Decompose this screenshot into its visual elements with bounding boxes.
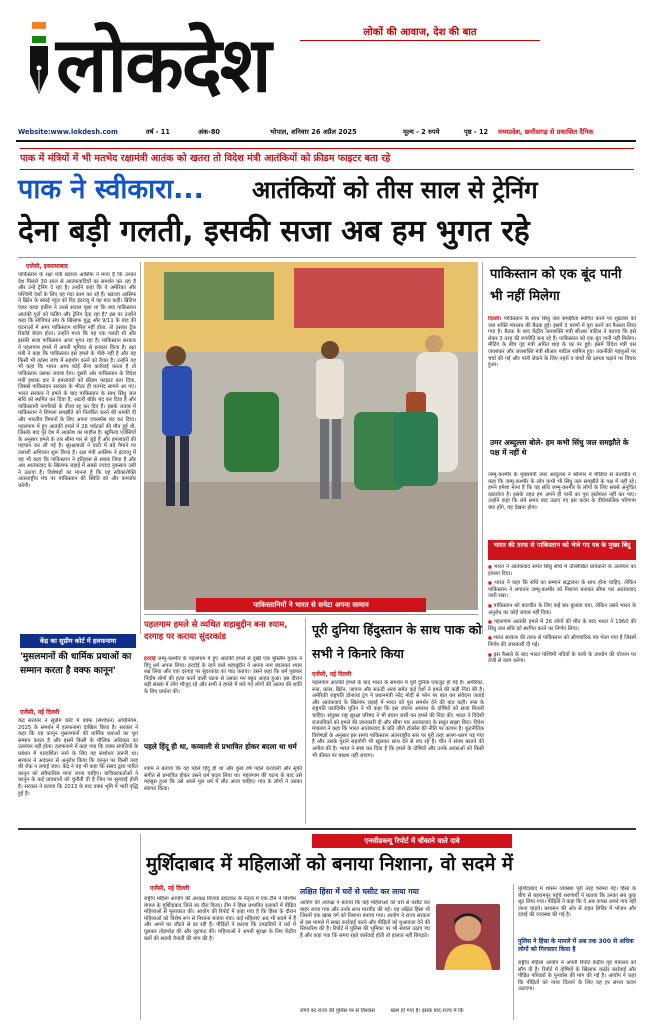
caption-a: लोगों का राज्य की पुलिस पर से विश्वास	[300, 1008, 375, 1014]
water-bullet: ■ इस फैसले के बाद भारत पश्चिमी नदियों के पानी के उपयोग की योजना पर तेजी से काम करेगा।	[488, 652, 636, 665]
caption-b: खत्म हो गया है। इसके बाद राज्य में कि	[390, 1008, 464, 1014]
mid-rule	[144, 614, 478, 615]
pages-label: पृष्ठ - 12	[464, 128, 489, 136]
water-bullet: ■ भारत ने कहा कि संधि का सम्मान सद्भावना के साथ होना चाहिए, लेकिन पाकिस्तान ने लगातार जम्मू-कश्मीर को निशाना बनाकर सीमा पार आतंकवाद जारी रखा।	[488, 580, 636, 600]
masthead-tagline: लोकों की आवाज, देश की बात	[363, 27, 477, 38]
murshidabad-sub-body: आयोग की अध्यक्ष ने बताया कि कई महिलाओं को घरों से घसीट कर बाहर लाया गया और उनके साथ मारपीट की गई। यह लक्षित हिंसा थी जिसमें एक खास वर्ग को निशाना बनाया गया। आयोग ने राज्य सरकार से इस मामले में सख्त कार्रवाई करने और पीड़ितों को मुआवजा देने की सिफारिश की है। रिपोर्ट में पुलिस की भूमिका पर भी सवाल उठाए गए हैं और कहा गया कि समय रहते कार्रवाई होती तो हालात नहीं बिगड़ते।	[300, 900, 430, 939]
isolation-byline: एजेंसी, नई दिल्ली	[312, 671, 352, 678]
isolation-body: पहलगाम आतंकी हमले के बाद भारत के समर्थन में पूरी दुनिया एकजुट हो गई है। अमेरिका, रूस, फ्रांस, ब्रिटेन, जापान और सऊदी अरब समेत कई देशों ने हमले की कड़ी निंदा की है। अमेरिकी राष्ट्रपति डोनाल्ड ट्रंप ने प्रधानमंत्री नरेंद्र मोदी से फोन पर बात कर संवेदना जताई और आतंकवाद के खिलाफ लड़ाई में भारत को पूरा समर्थन देने की बात कही। रूस के राष्ट्रपति व्लादिमीर पुतिन ने भी कहा कि इस जघन्य अपराध के दोषियों को सजा मिलनी चाहिए। संयुक्त राष्ट्र सुरक्षा परिषद ने भी बयान जारी कर हमले की निंदा की। भारत ने विदेशी राजनयिकों को हमले की जानकारी दी और सीमा पार आतंकवाद के सबूत साझा किए। विदेश मंत्रालय ने कहा कि भारत आतंकवाद के प्रति जीरो टॉलरेंस की नीति पर कायम है। कूटनीतिक विशेषज्ञों के अनुसार इस समय पाकिस्तान अंतरराष्ट्रीय स्तर पर पूरी तरह अलग-थलग पड़ गया है और उसके पुराने सहयोगी भी खुलकर साथ देने से बच रहे हैं। चीन ने संयम बरतने की अपील की है। भारत ने स्पष्ट कर दिया है कि हमले के दोषियों और उनके आकाओं को किसी भी कीमत पर बख्शा नहीं जाएगा।	[312, 680, 484, 759]
murshidabad-body: राष्ट्रीय महिला आयोग की अध्यक्ष विजया रहाटकर के नेतृत्व में एक टीम ने पश्चिम बंगाल के मुर्शिदाबाद जिले का दौरा किया। टीम ने हिंसा प्रभावित इलाकों में पीड़ित महिलाओं से मुलाकात की। आयोग की रिपोर्ट में कहा गया है कि हिंसा के दौरान महिलाओं को विशेष रूप से निशाना बनाया गया। कई महिलाएं अब भी सदमे में हैं और अपने घर लौटने से डर रही हैं। पीड़ितों ने बताया कि उपद्रवियों ने घरों में घुसकर तोड़फोड़ की और लूटपाट की। महिलाओं ने अपनी सुरक्षा के लिए केंद्रीय बलों की स्थायी तैनाती की मांग की है।	[144, 896, 296, 942]
lead-rule	[18, 257, 636, 258]
water-sub-body: जम्मू-कश्मीर के मुख्यमंत्री उमर अब्दुल्ला ने श्रीनगर में मीडिया से बातचीत में कहा कि जम्मू-कश्मीर के लोग कभी भी सिंधु जल समझौते के पक्ष में नहीं रहे। हमने हमेशा माना है कि यह संधि जम्मू-कश्मीर के लोगों के लिए सबसे अनुचित दस्तावेज है। इसके तहत हम अपने ही पानी का पूरा इस्तेमाल नहीं कर पाए। उन्होंने कहा कि लंबे समय बाद उठाए गए इस कदम के दीर्घकालिक परिणाम क्या होंगे, यह देखना होगा।	[488, 472, 636, 511]
water-bullet: ■ भारत सरकार की तरफ से पाकिस्तान को औपचारिक पत्र भेजा गया है जिसमें निर्णय की जानकारी दी गई।	[488, 635, 636, 648]
murshidabad-side-sub: पुलिस ने हिंसा के मामले में अब तक 300 से अधिक लोगों को गिरफ्तार किया है	[518, 938, 634, 953]
pahalgam-sub-headline: पहले हिंदू ही था, कव्वाली से प्रभावित होकर बदला था धर्म	[144, 742, 297, 751]
pahalgam-headline: पहलगाम हमले से व्यथित शहाबुद्दीन बना श्याम, दरगाह पर कराया सुंदरकांड	[144, 619, 288, 641]
website-link[interactable]: Website:www.lokdesh.com	[18, 128, 118, 136]
lead-headline-a: पाक ने स्वीकारा...	[18, 174, 204, 205]
lead-photo	[144, 262, 478, 610]
water-bullets	[488, 564, 636, 764]
pahalgam-sub-body: श्याम ने बताया कि वह पहले हिंदू ही था और कुछ वर्ष पहले कव्वाली और सूफी संगीत से प्रभावित होकर उसने धर्म बदल लिया था। पहलगाम की घटना के बाद उसे महसूस हुआ कि उसे अपने मूल धर्म में लौट आना चाहिए। गांव के लोगों ने उसका स्वागत किया।	[144, 766, 302, 792]
water-box-title: भारत की तरफ से पाकिस्तान को भेजे गए पत्र के मुख्य बिंदु	[488, 540, 636, 560]
lead-body: पाकिस्तान के रक्षा मंत्री ख्वाजा आसिफ ने माना है कि उनका देश पिछले 30 साल से आतंकवादियों का समर्थन कर रहा है और उन्हें ट्रेनिंग दे रहा है। उन्होंने कहा कि ये अमेरिका और पश्चिमी देशों के लिए यह गंदा काम कर रहे हैं। ख्वाजा आसिफ ने ब्रिटेन के स्काई न्यूज़ को दिए इंटरव्यू में यह बात कही। ब्रिटिश एंकर यल्दा हकीम ने उनसे सवाल पूछा था कि क्या पाकिस्तान आतंकी गुटों को फंडिंग और ट्रेनिंग देता रहा है? इस पर उन्होंने कहा कि सोवियत संघ के खिलाफ युद्ध और 9/11 के बाद की घटनाओं में अगर पाकिस्तान शामिल नहीं होता, तो उसका ट्रैक रिकॉर्ड बेदाग होता। उन्होंने माना कि यह एक गलती थी और इसकी सजा पाकिस्तान आज भुगत रहा है। पाकिस्तान सरकार ने पहलगाम हमले में अपनी भूमिका से इनकार किया है। रक्षा मंत्री ने कहा कि पाकिस्तान इस हमले के पीछे नहीं है और वह किसी भी तटस्थ जांच में सहयोग करने को तैयार है। उन्होंने यह भी कहा कि भारत अगर कोई सैन्य कार्रवाई करता है तो पाकिस्तान उसका जवाब देगा। दूसरी ओर पाकिस्तान के विदेश मंत्री इशाक डार ने हमलावरों को फ्रीडम फाइटर बता दिया, जिससे पाकिस्तान सरकार के भीतर ही मतभेद सामने आ गए। भारत सरकार ने हमले के बाद पाकिस्तान के साथ सिंधु जल संधि को स्थगित कर दिया है, अटारी बॉर्डर बंद कर दिया है और पाकिस्तानी नागरिकों के वीजा रद्द कर दिए हैं। इसके जवाब में पाकिस्तान ने शिमला समझौते को निलंबित करने की धमकी दी और भारतीय विमानों के लिए अपना एयरस्पेस बंद कर दिया। पहलगाम में हुए आतंकी हमले में 26 पर्यटकों की मौत हुई थी, जिसके बाद पूरे देश में आक्रोश का माहौल है। खुफिया एजेंसियों के अनुसार हमले के तार सीमा पार से जुड़े हैं और हमलावरों की पहचान कर ली गई है। सुरक्षाबलों ने घाटी में बड़े पैमाने पर तलाशी अभियान शुरू किया है। रक्षा मंत्री आसिफ ने इंटरव्यू में यह भी कहा कि पाकिस्तान ने इतिहास से सबक लिया है और अब आतंकवाद के खिलाफ लड़ाई में सबसे ज्यादा नुकसान उसी ने उठाया है। विशेषज्ञों का मानना है कि यह स्वीकारोक्ति अंतरराष्ट्रीय मंच पर पाकिस्तान की स्थिति को और कमजोर करेगी।	[18, 272, 136, 489]
water-sub-headline: उमर अब्दुल्ला बोले- हम कभी सिंधु जल समझौते के पक्ष में नहीं थे	[490, 438, 629, 457]
murshidabad-side-body: मुर्शिदाबाद में शासन व्यवस्था पूरी तरह चरमरा गई। हिंसा के बीच से बहरामपुर पहुंचे शरणार्थी ने बताया कि उनका सब कुछ लूट लिया गया। पीड़ितों ने कहा कि वे अब वापस अपने गांव नहीं जाना चाहते। प्रशासन की ओर से राहत शिविर में भोजन और दवाई की व्यवस्था की गई है।	[518, 886, 636, 919]
lead-photo-caption: पाकिस्तानियों ने भारत से समेटा अपना सामान	[196, 598, 426, 612]
col-divider-2	[482, 262, 483, 634]
lead-headline-c: देना बड़ी गलती, इसकी सजा अब हम भुगत रहे	[18, 214, 530, 249]
masthead-title: लोकदेश	[56, 20, 270, 109]
col-divider-4	[140, 834, 141, 1020]
lead-byline: एजेंसी, इस्लामाबाद	[26, 263, 68, 270]
water-headline: पाकिस्तान को एक बूंद पानी भी नहीं मिलेगा	[490, 267, 622, 304]
water-body-text: पाकिस्तान के साथ सिंधु जल समझौता स्थगित करने पर शुक्रवार को जल शक्ति मंत्रालय की बैठक हुई। इसमें 3 चरणों में पूरा करने का फैसला लिया गया है। बैठक के बाद केंद्रीय जलशक्ति मंत्री सीआर पाटिल ने बताया कि इसे लेकर 3 तरह की रणनीति बना रहे हैं। पाकिस्तान को एक बूंद पानी नहीं मिलेगा। मीटिंग के बीच गृह मंत्री अमित शाह के घर पर हुई। इसमें विदेश मंत्री एस जयशंकर और जलशक्ति मंत्री सीआर पाटिल शामिल हुए। तकनीकी पहलुओं पर चर्चा की गई और पानी रोकने के लिए नहरों व बांधों की क्षमता बढ़ाने पर विचार हुआ।	[488, 316, 636, 369]
sc-byline: एजेंसी, नई दिल्ली	[20, 709, 60, 716]
ncw-chief-photo	[436, 904, 500, 970]
murshidabad-byline: एजेंसी, नई दिल्ली	[150, 885, 190, 892]
pahalgam-body	[144, 656, 302, 740]
year-label: वर्ष - 11	[146, 128, 170, 136]
pahalgam-byline: हरदोई	[144, 656, 156, 662]
isolation-headline: पूरी दुनिया हिंदुस्तान के साथ पाक को सभी ने किनारे किया	[312, 622, 482, 661]
pahalgam-body-text: जम्मू-कश्मीर के पहलगाम में हुए आतंकी हमले से दुखी एक मुस्लिम युवक ने हिंदू धर्म अपना लिया। हरदोई के रहने वाले शहाबुद्दीन ने अपना नाम बदलकर श्याम रख लिया और एक दरगाह पर सुंदरकांड का पाठ कराया। उसने कहा कि धर्म पूछकर निर्दोष लोगों की हत्या करने वाली घटना से उसका मन बहुत आहत हुआ। इस दौरान बड़ी संख्या में लोग मौजूद रहे और सभी ने हमले में मारे गए लोगों की आत्मा की शांति के लिए प्रार्थना की।	[144, 656, 302, 695]
editions-label: मध्यप्रदेश, छत्तीसगढ़ से प्रकाशित दैनिक	[498, 128, 594, 136]
masthead	[0, 0, 650, 136]
murshidabad-headline: मुर्शिदाबाद में महिलाओं को बनाया निशाना, वो सदमे में	[146, 854, 513, 875]
lead-headline-b: आतंकियों को तीस साल से ट्रेनिंग	[252, 176, 538, 204]
water-bullet: ■ पाकिस्तान को बातचीत के लिए कई बार बुलाया गया, लेकिन उसने भारत के अनुरोध का कोई जवाब नहीं दिया।	[488, 603, 636, 616]
water-body	[488, 316, 636, 434]
masthead-rule	[16, 140, 636, 142]
water-bullet: ■ भारत ने आतंकवाद समेत सिंधु संधि में उल्लिखित प्रावधानों के उल्लंघन का हवाला दिया।	[488, 564, 636, 577]
murshidabad-tag: एनसीडब्ल्यू रिपोर्ट में चौंकाने वाले दावे	[312, 834, 512, 848]
flash-strip	[20, 148, 634, 170]
water-bullet: ■ पहलगाम आतंकी हमले में 26 लोगों की मौत के बाद भारत ने 1960 की सिंधु जल संधि को स्थगित करने का निर्णय लिया।	[488, 619, 636, 632]
murshidabad-sub-headline: लक्षित हिंसा में घरों से घसीट कर लाया गया	[300, 887, 419, 896]
place-date: भोपाल, शनिवार 26 अप्रैल 2025	[270, 128, 357, 136]
murshidabad-side-body2: राष्ट्रीय महिला आयोग ने अपनी रिपोर्ट केंद्रीय गृह मंत्रालय को सौंप दी है। रिपोर्ट में दोषियों के खिलाफ कठोर कार्रवाई और पीड़ित परिवारों के पुनर्वास की मांग की गई है। आयोग ने कहा कि पीड़ितों को न्याय दिलाने के लिए वह हर संभव कदम उठाएगा।	[518, 960, 636, 993]
water-dateline: दिल्ली।	[488, 316, 502, 322]
flash-headline: पाक में मंत्रियों में भी मतभेद रक्षामंत्री आतंक को खतरा तो विदेश मंत्री आतंकियों को फ्रीडम फाइटर बता रहे	[20, 153, 391, 164]
sc-headline: 'मुसलमानों की धार्मिक प्रथाओं का सम्मान करता है वक्फ कानून'	[20, 652, 132, 676]
info-strip	[18, 126, 648, 138]
sc-tag: केंद्र का सुप्रीम कोर्ट में हलफनामा	[20, 634, 136, 648]
murshidabad-caption	[300, 1008, 510, 1016]
price-label: मूल्य - 2 रुपये	[403, 128, 440, 136]
logo-pen-icon	[24, 22, 54, 96]
col-divider-1	[140, 262, 141, 634]
sc-body: केंद्र सरकार ने सुप्रीम कोर्ट में वक्फ (संशोधन) अधिनियम, 2025 के समर्थन में हलफनामा दाखिल किया है। सरकार ने कहा कि यह कानून मुसलमानों की धार्मिक प्रथाओं का पूरा सम्मान करता है और इसमें किसी के मौलिक अधिकार का उल्लंघन नहीं होता। हलफनामे में कहा गया कि वक्फ संपत्तियों के प्रबंधन में पारदर्शिता लाने के लिए यह संशोधन जरूरी था। सरकार ने अदालत से अनुरोध किया कि कानून पर किसी तरह की रोक न लगाई जाए। केंद्र ने यह भी कहा कि संसद द्वारा पारित कानून को संवैधानिक माना जाना चाहिए। याचिकाकर्ताओं ने कानून के कई प्रावधानों को चुनौती दी है जिन पर सुनवाई होनी है। सरकार ने बताया कि 2013 के बाद वक्फ भूमि में भारी वृद्धि हुई है।	[18, 718, 138, 797]
issue-label: अंक-80	[198, 128, 221, 136]
tagline-underline	[300, 40, 540, 41]
col-divider-3	[305, 618, 306, 824]
col-divider-5	[513, 884, 514, 1020]
